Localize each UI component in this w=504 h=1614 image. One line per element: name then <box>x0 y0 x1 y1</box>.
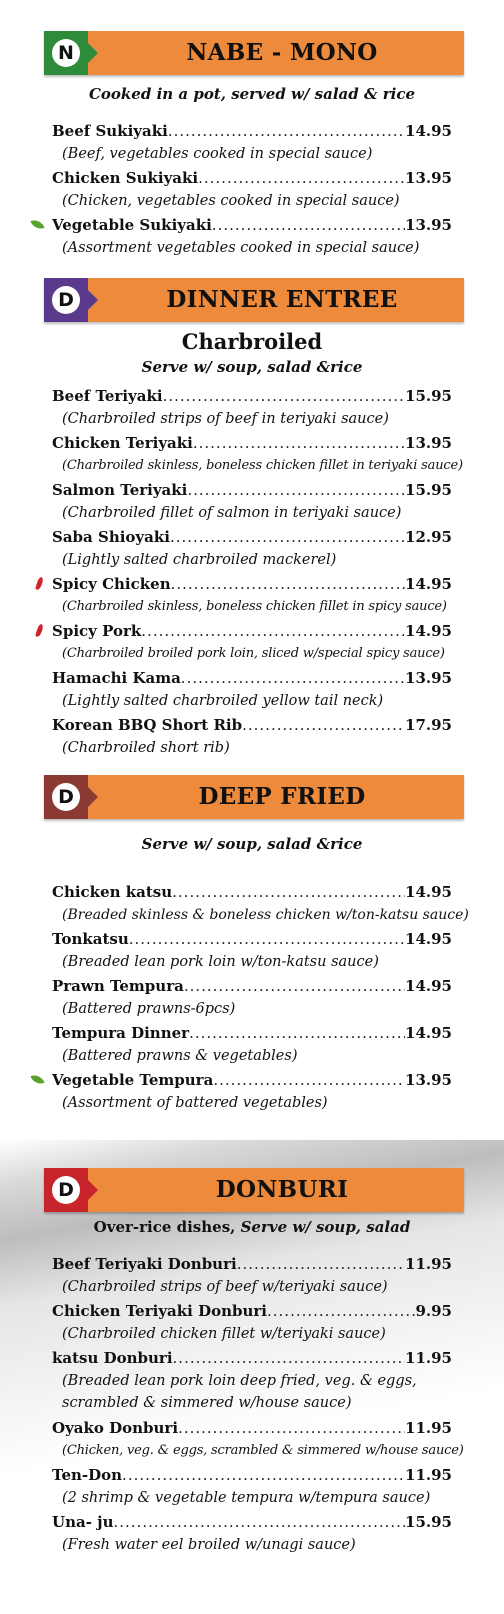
leader-dots <box>187 478 405 502</box>
menu-item <box>52 431 463 478</box>
item-name: Korean BBQ Short Rib <box>52 716 243 734</box>
menu-item <box>52 572 452 619</box>
section-badge <box>44 31 88 75</box>
item-name: Chicken Teriyaki <box>52 434 193 452</box>
vegetarian-leaf-icon <box>30 217 44 231</box>
menu-item <box>52 713 452 760</box>
badge-letter: D <box>52 286 80 314</box>
item-name: Chicken katsu <box>52 883 173 901</box>
item-name: Chicken Sukiyaki <box>52 169 199 187</box>
menu-item <box>52 1021 452 1068</box>
leader-dots <box>267 1299 415 1323</box>
item-description: (Chicken, veg. & eggs, scrambled & simmered w/house sauce) <box>62 1443 464 1458</box>
item-description: (Fresh water eel broiled w/unagi sauce) <box>62 1537 356 1553</box>
menu-item <box>52 1299 452 1346</box>
menu-item <box>52 1068 452 1115</box>
item-description: (Lightly salted charbroiled yellow tail neck) <box>62 693 384 709</box>
menu-item <box>52 525 452 572</box>
section-banner <box>44 31 464 75</box>
item-description: (Charbroiled fillet of salmon in teriyaki sauce) <box>62 505 402 521</box>
item-name: Vegetable Tempura <box>52 1071 214 1089</box>
item-name: Beef Teriyaki Donburi <box>52 1255 237 1273</box>
item-description: (Charbroiled skinless, boneless chicken fillet in spicy sauce) <box>62 599 447 614</box>
item-name: Vegetable Sukiyaki <box>52 216 212 234</box>
item-description: (Charbroiled strips of beef w/teriyaki sauce) <box>62 1279 388 1295</box>
section-banner <box>44 278 464 322</box>
item-price: 14.95 <box>405 575 452 593</box>
item-price: 13.95 <box>405 434 452 452</box>
menu-item <box>52 1252 452 1299</box>
item-price: 11.95 <box>405 1419 452 1437</box>
item-name: Hamachi Kama <box>52 669 181 687</box>
menu-item <box>52 619 452 666</box>
item-name: Salmon Teriyaki <box>52 481 188 499</box>
badge-letter: D <box>52 783 80 811</box>
menu-items <box>52 119 452 260</box>
item-description: (Lightly salted charbroiled mackerel) <box>62 552 337 568</box>
menu-item <box>52 213 452 260</box>
item-description: (Breaded lean pork loin w/ton-katsu sauce) <box>62 954 379 970</box>
badge-arrow <box>84 783 98 811</box>
item-description: (Charbroiled strips of beef in teriyaki sauce) <box>62 411 389 427</box>
item-price: 14.95 <box>405 977 452 995</box>
leader-dots <box>189 1021 405 1045</box>
item-description: (Charbroiled broiled pork loin, sliced w/special spicy sauce) <box>62 646 445 661</box>
menu-item <box>52 1346 452 1416</box>
item-price: 15.95 <box>405 481 452 499</box>
menu-item <box>52 119 452 166</box>
leader-dots <box>141 619 405 643</box>
leader-dots <box>171 572 405 596</box>
item-description: (Assortment vegetables cooked in special sauce) <box>62 240 420 256</box>
item-price: 12.95 <box>405 528 452 546</box>
item-name: Una- ju <box>52 1513 114 1531</box>
section-heading: Charbroiled <box>181 329 323 354</box>
menu-item <box>52 166 452 213</box>
item-name: Prawn Tempura <box>52 977 184 995</box>
item-name: katsu Donburi <box>52 1349 173 1367</box>
item-name: Oyako Donburi <box>52 1419 179 1437</box>
spicy-pepper-icon <box>35 624 44 638</box>
item-price: 17.95 <box>405 716 452 734</box>
menu-item <box>52 666 452 713</box>
menu-item <box>52 384 452 431</box>
item-description: (Breaded skinless & boneless chicken w/ton-katsu sauce) <box>62 907 469 923</box>
item-price: 15.95 <box>405 1513 452 1531</box>
leader-dots <box>173 1346 405 1370</box>
badge-letter: D <box>52 1176 80 1204</box>
section-subtitle <box>0 1218 504 1236</box>
section-title: DONBURI <box>215 1176 349 1203</box>
leader-dots <box>172 880 405 904</box>
section-badge <box>44 278 88 322</box>
badge-letter: N <box>52 39 80 67</box>
item-description: (Battered prawns & vegetables) <box>62 1048 298 1064</box>
leader-dots <box>168 119 405 143</box>
leader-dots <box>198 166 405 190</box>
menu-item <box>52 974 452 1021</box>
item-description: (Beef, vegetables cooked in special sauce) <box>62 146 373 162</box>
subtitle-italic: Serve w/ soup, salad <box>240 1218 411 1236</box>
item-price: 13.95 <box>405 669 452 687</box>
menu-item <box>52 1510 452 1557</box>
menu-item <box>52 880 469 927</box>
item-description: (2 shrimp & vegetable tempura w/tempura sauce) <box>62 1490 431 1506</box>
leader-dots <box>212 213 405 237</box>
item-price: 14.95 <box>405 1024 452 1042</box>
item-price: 14.95 <box>405 122 452 140</box>
leader-dots <box>181 666 405 690</box>
item-price: 14.95 <box>405 622 452 640</box>
item-name: Saba Shioyaki <box>52 528 170 546</box>
section-banner <box>44 775 464 819</box>
item-price: 13.95 <box>405 1071 452 1089</box>
vegetarian-leaf-icon <box>30 1072 44 1086</box>
menu-items <box>52 1252 464 1557</box>
item-name: Tempura Dinner <box>52 1024 190 1042</box>
menu-item <box>52 1463 452 1510</box>
badge-arrow <box>84 39 98 67</box>
item-price: 11.95 <box>405 1349 452 1367</box>
item-price: 14.95 <box>405 883 452 901</box>
subtitle-plain: Over-rice dishes, <box>93 1218 241 1236</box>
section-subtitle: Cooked in a pot, served w/ salad & rice <box>88 85 416 103</box>
item-description: (Chicken, vegetables cooked in special sauce) <box>62 193 400 209</box>
item-price: 13.95 <box>405 216 452 234</box>
menu-item <box>52 927 452 974</box>
item-price: 14.95 <box>405 930 452 948</box>
leader-dots <box>193 431 405 455</box>
section-banner <box>44 1168 464 1212</box>
leader-dots <box>242 713 405 737</box>
leader-dots <box>237 1252 405 1276</box>
menu-items <box>52 384 463 760</box>
badge-arrow <box>84 1176 98 1204</box>
leader-dots <box>213 1068 405 1092</box>
item-description: (Battered prawns-6pcs) <box>62 1001 236 1017</box>
section-title: DEEP FRIED <box>198 783 366 810</box>
item-description: (Assortment of battered vegetables) <box>62 1095 328 1111</box>
badge-arrow <box>84 286 98 314</box>
menu-item <box>52 1416 464 1463</box>
leader-dots <box>170 525 405 549</box>
item-name: Tonkatsu <box>52 930 129 948</box>
item-name: Spicy Chicken <box>52 575 171 593</box>
spicy-pepper-icon <box>35 577 44 591</box>
section-badge <box>44 1168 88 1212</box>
item-price: 13.95 <box>405 169 452 187</box>
section-badge <box>44 775 88 819</box>
leader-dots <box>129 927 405 951</box>
menu-items <box>52 880 469 1115</box>
item-price: 11.95 <box>405 1255 452 1273</box>
item-name: Beef Sukiyaki <box>52 122 168 140</box>
section-title: NABE - MONO <box>186 39 378 66</box>
item-name: Ten-Don <box>52 1466 123 1484</box>
menu-item <box>52 478 452 525</box>
leader-dots <box>184 974 405 998</box>
item-description: (Charbroiled short rib) <box>62 740 230 756</box>
leader-dots <box>178 1416 405 1440</box>
section-title: DINNER ENTREE <box>166 286 398 313</box>
item-name: Beef Teriyaki <box>52 387 163 405</box>
item-price: 9.95 <box>415 1302 452 1320</box>
item-name: Spicy Pork <box>52 622 142 640</box>
item-price: 11.95 <box>405 1466 452 1484</box>
item-description: (Charbroiled skinless, boneless chicken fillet in teriyaki sauce) <box>62 458 463 473</box>
item-name: Chicken Teriyaki Donburi <box>52 1302 267 1320</box>
leader-dots <box>122 1463 405 1487</box>
item-description: (Charbroiled chicken fillet w/teriyaki sauce) <box>62 1326 386 1342</box>
item-description: (Breaded lean pork loin deep fried, veg. & eggs, scrambled & simmered w/house sauce) <box>62 1373 417 1411</box>
item-price: 15.95 <box>405 387 452 405</box>
leader-dots <box>163 384 405 408</box>
section-subtitle: Serve w/ soup, salad &rice <box>141 835 363 853</box>
section-subtitle: Serve w/ soup, salad &rice <box>141 358 363 376</box>
leader-dots <box>114 1510 406 1534</box>
